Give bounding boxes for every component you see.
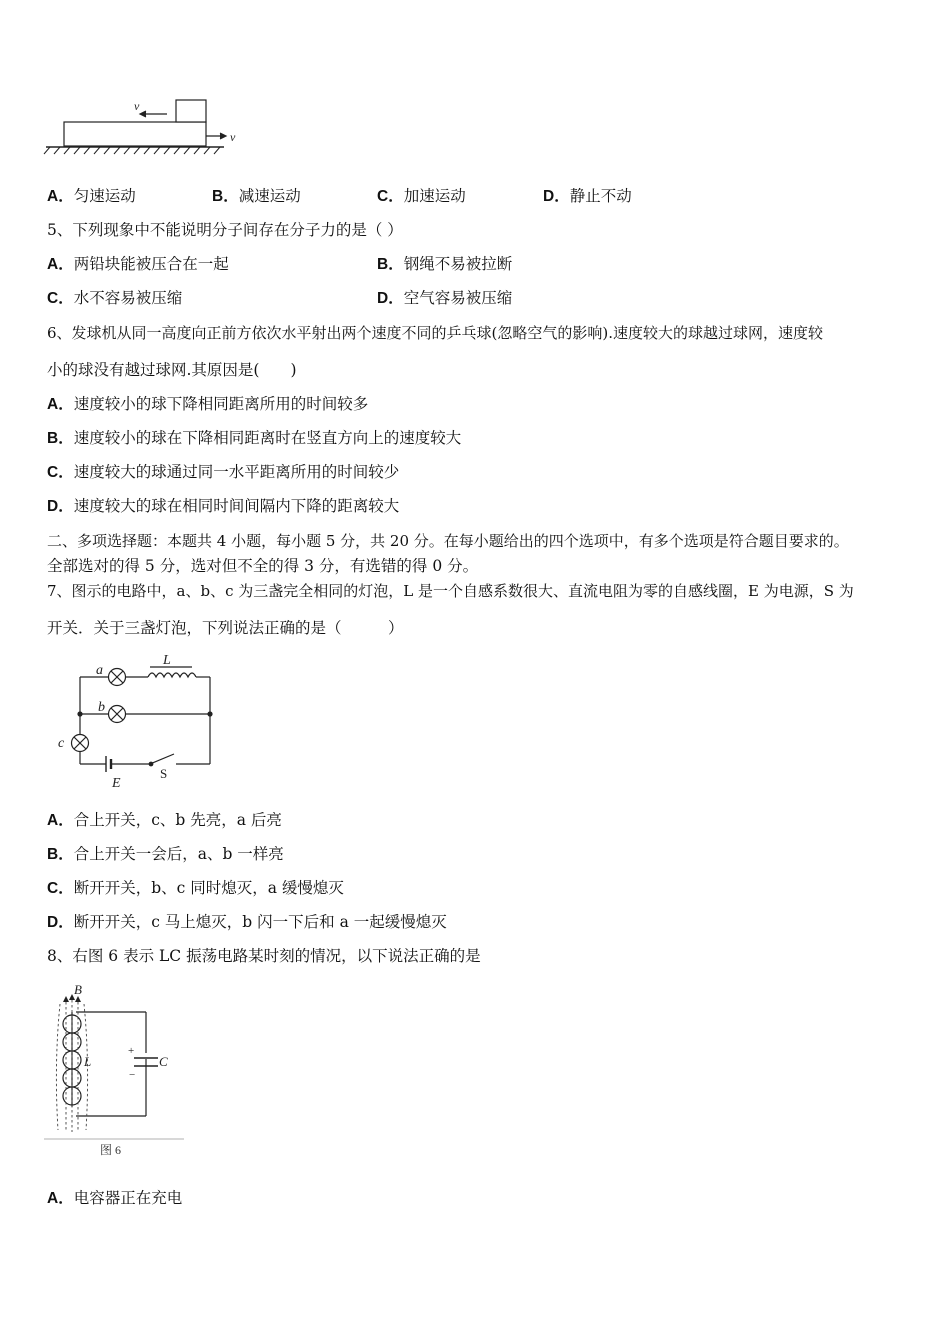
magnetic-field-B-label: B	[74, 982, 82, 997]
q7-option-c[interactable]: C．断开开关，b、c 同时熄灭，a 缓慢熄灭	[47, 879, 344, 897]
inductor-L-label: L	[84, 1054, 92, 1069]
switch-S-label: S	[160, 766, 168, 781]
q7-circuit-figure	[50, 650, 220, 792]
q4-option-b[interactable]: B．减速运动	[212, 187, 301, 205]
velocity-label-plank: v	[230, 130, 236, 144]
q5-option-d[interactable]: D．空气容易被压缩	[377, 289, 513, 307]
q4-option-a[interactable]: A．匀速运动	[47, 187, 136, 205]
q6-option-c[interactable]: C．速度较大的球通过同一水平距离所用的时间较少	[47, 463, 400, 481]
q4-option-d[interactable]: D．静止不动	[543, 187, 632, 205]
q5-stem: 5、下列现象中不能说明分子间存在分子力的是（ ）	[47, 221, 403, 239]
lamp-c-label: c	[58, 736, 65, 751]
q8-stem: 8、右图 6 表示 LC 振荡电路某时刻的情况，以下说法正确的是	[47, 947, 481, 965]
q6-stem-line2: 小的球没有越过球网.其原因是( )	[47, 361, 297, 379]
q7-stem-line2: 开关．关于三盏灯泡，下列说法正确的是（ ）	[47, 619, 404, 637]
q6-stem-line1: 6、发球机从同一高度向正前方依次水平射出两个速度不同的乒乓球(忽略空气的影响).速度较大的球越过球网，速度较	[47, 324, 824, 342]
q5-option-a[interactable]: A．两铅块能被压合在一起	[47, 255, 229, 273]
lamp-b-label: b	[98, 700, 105, 715]
q6-option-d[interactable]: D．速度较大的球在相同时间间隔内下降的距离较大	[47, 497, 400, 515]
q4-option-c[interactable]: C．加速运动	[377, 187, 466, 205]
block-on-plank-figure	[40, 92, 250, 162]
figure-6-caption: 图 6	[100, 1143, 122, 1157]
q7-option-a[interactable]: A．合上开关，c、b 先亮，a 后亮	[47, 811, 282, 829]
capacitor-plus-sign: +	[128, 1045, 135, 1057]
inductor-L-label: L	[163, 653, 171, 668]
lc-oscillation-figure	[42, 982, 192, 1162]
battery-E-label: E	[112, 776, 121, 791]
q5-option-c[interactable]: C．水不容易被压缩	[47, 289, 183, 307]
q7-stem-line1: 7、图示的电路中，a、b、c 为三盏完全相同的灯泡，L 是一个自感系数很大、直流电阻为零的自感线圈，E 为电源，S 为	[47, 582, 854, 600]
section2-instructions-line1: 二、多项选择题：本题共 4 小题，每小题 5 分，共 20 分。在每小题给出的四个选项中，有多个选项是符合题目要求的。	[47, 532, 849, 550]
q5-option-b[interactable]: B．钢绳不易被拉断	[377, 255, 513, 273]
lamp-a-label: a	[96, 663, 103, 678]
capacitor-C-label: C	[159, 1054, 168, 1069]
section2-instructions-line2: 全部选对的得 5 分，选对但不全的得 3 分，有选错的得 0 分。	[47, 557, 479, 575]
velocity-label-block: v	[134, 99, 140, 113]
capacitor-minus-sign: −	[129, 1069, 136, 1081]
q7-option-b[interactable]: B．合上开关一会后，a、b 一样亮	[47, 845, 284, 863]
q6-option-a[interactable]: A．速度较小的球下降相同距离所用的时间较多	[47, 395, 369, 413]
q8-option-a[interactable]: A．电容器正在充电	[47, 1189, 183, 1207]
q6-option-b[interactable]: B．速度较小的球在下降相同距离时在竖直方向上的速度较大	[47, 429, 462, 447]
q7-option-d[interactable]: D．断开开关，c 马上熄灭，b 闪一下后和 a 一起缓慢熄灭	[47, 913, 447, 931]
